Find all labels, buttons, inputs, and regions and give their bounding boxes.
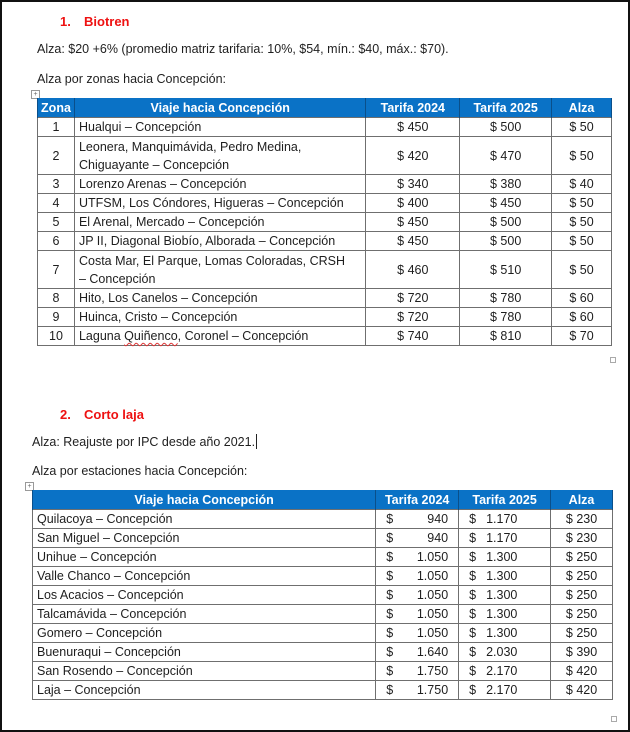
amount: 1.050 [416, 550, 449, 564]
amount: 1.750 [416, 664, 449, 678]
tarifa-2024-cell: $ 740 [366, 327, 460, 346]
text-cursor [256, 434, 257, 449]
amount: 940 [427, 531, 449, 545]
currency-symbol: $ [386, 645, 394, 659]
alza-cell: $ 50 [552, 118, 612, 137]
tarifa-2025-cell [459, 529, 551, 548]
tarifa-2024-cell: $ 450 [366, 232, 460, 251]
table-row [38, 118, 612, 137]
currency-symbol: $ [469, 588, 477, 602]
viaje-text: Laguna [78, 329, 125, 343]
alza-cell: $ 390 [551, 643, 613, 662]
zona-cell: 2 [38, 137, 75, 175]
viaje-line-2: Chiguayante – Concepción [78, 157, 230, 172]
viaje-cell [74, 327, 365, 346]
tarifa-2024-cell [376, 586, 459, 605]
viaje-cell: Lorenzo Arenas – Concepción [74, 175, 365, 194]
currency-symbol: $ [469, 569, 477, 583]
table-row [33, 548, 613, 567]
currency-symbol: $ [386, 569, 394, 583]
viaje-cell: Quilacoya – Concepción [33, 510, 376, 529]
viaje-line-1: Leonera, Manquimávida, Pedro Medina, [78, 139, 302, 154]
tarifa-2025-cell: $ 500 [460, 118, 552, 137]
currency-symbol: $ [386, 588, 394, 602]
viaje-cell: Laja – Concepción [33, 681, 376, 700]
table-header-row [33, 490, 613, 510]
table-row [38, 289, 612, 308]
table-resize-handle[interactable] [610, 357, 616, 363]
currency-symbol: $ [386, 512, 394, 526]
header-tarifa-2025: Tarifa 2025 [460, 98, 552, 118]
currency-symbol: $ [469, 664, 477, 678]
tarifa-2025-cell [459, 605, 551, 624]
header-tarifa-2024: Tarifa 2024 [366, 98, 460, 118]
section-2-heading [60, 407, 144, 422]
section-2-number: 2. [60, 407, 71, 422]
viaje-cell: El Arenal, Mercado – Concepción [74, 213, 365, 232]
spellcheck-flagged-word[interactable]: Quiñenco [124, 329, 178, 343]
amount: 2.030 [486, 645, 518, 659]
tarifa-2024-cell: $ 720 [366, 289, 460, 308]
alza-cell: $ 40 [552, 175, 612, 194]
tarifa-2025-cell [459, 548, 551, 567]
header-alza: Alza [552, 98, 612, 118]
amount: 940 [427, 512, 449, 526]
viaje-cell [74, 251, 365, 289]
table-header-row [38, 98, 612, 118]
viaje-cell [74, 137, 365, 175]
tarifa-2025-cell [459, 510, 551, 529]
table-row [33, 681, 613, 700]
alza-cell: $ 230 [551, 529, 613, 548]
table-row [33, 510, 613, 529]
table-move-handle-icon[interactable]: + [25, 482, 34, 491]
viaje-cell: UTFSM, Los Cóndores, Higueras – Concepción [74, 194, 365, 213]
viaje-text: , Coronel – Concepción [177, 329, 309, 343]
section-2-description [32, 434, 257, 449]
table-row [33, 662, 613, 681]
alza-cell: $ 50 [552, 213, 612, 232]
amount: 1.300 [486, 607, 518, 621]
tarifa-2025-cell [459, 586, 551, 605]
viaje-line-2: – Concepción [78, 271, 156, 286]
table-row [33, 567, 613, 586]
alza-cell: $ 250 [551, 586, 613, 605]
header-viaje: Viaje hacia Concepción [74, 98, 365, 118]
zona-cell: 5 [38, 213, 75, 232]
alza-cell: $ 50 [552, 194, 612, 213]
table-row [38, 213, 612, 232]
alza-cell: $ 60 [552, 289, 612, 308]
table-row [38, 232, 612, 251]
amount: 1.050 [416, 607, 449, 621]
table-move-handle-icon[interactable]: + [31, 90, 40, 99]
header-tarifa-2024: Tarifa 2024 [376, 490, 459, 510]
viaje-cell: Hito, Los Canelos – Concepción [74, 289, 365, 308]
viaje-cell: Unihue – Concepción [33, 548, 376, 567]
tarifa-2024-cell [376, 529, 459, 548]
alza-cell: $ 420 [551, 681, 613, 700]
zona-cell: 6 [38, 232, 75, 251]
table-row [33, 586, 613, 605]
amount: 1.050 [416, 626, 449, 640]
tarifa-2024-cell [376, 643, 459, 662]
zona-cell: 10 [38, 327, 75, 346]
viaje-cell: JP II, Diagonal Biobío, Alborada – Concepción [74, 232, 365, 251]
tarifa-2025-cell: $ 500 [460, 232, 552, 251]
currency-symbol: $ [469, 626, 477, 640]
currency-symbol: $ [469, 550, 477, 564]
header-alza: Alza [551, 490, 613, 510]
tarifa-2025-cell [459, 662, 551, 681]
currency-symbol: $ [469, 531, 477, 545]
table-row [38, 308, 612, 327]
amount: 1.050 [416, 588, 449, 602]
tarifa-2025-cell [459, 567, 551, 586]
table-row [38, 327, 612, 346]
table-row [38, 137, 612, 175]
currency-symbol: $ [386, 550, 394, 564]
amount: 1.170 [486, 531, 518, 545]
currency-symbol: $ [386, 683, 394, 697]
tarifa-2024-cell: $ 450 [366, 118, 460, 137]
currency-symbol: $ [469, 607, 477, 621]
section-2-subtitle: Alza por estaciones hacia Concepción: [32, 464, 248, 478]
table-row [38, 194, 612, 213]
alza-cell: $ 420 [551, 662, 613, 681]
alza-cell: $ 60 [552, 308, 612, 327]
tarifa-2024-cell [376, 510, 459, 529]
viaje-cell: Valle Chanco – Concepción [33, 567, 376, 586]
tarifa-2024-cell: $ 450 [366, 213, 460, 232]
section-2-description-text: Alza: Reajuste por IPC desde año 2021. [32, 435, 256, 449]
zona-cell: 7 [38, 251, 75, 289]
currency-symbol: $ [386, 626, 394, 640]
currency-symbol: $ [386, 531, 394, 545]
amount: 2.170 [486, 664, 518, 678]
tarifa-2024-cell: $ 340 [366, 175, 460, 194]
corto-laja-fare-table [32, 490, 613, 700]
section-2-title: Corto laja [84, 407, 144, 422]
amount: 1.300 [486, 569, 518, 583]
alza-cell: $ 230 [551, 510, 613, 529]
tarifa-2024-cell [376, 548, 459, 567]
tarifa-2025-cell: $ 510 [460, 251, 552, 289]
zona-cell: 1 [38, 118, 75, 137]
corto-laja-table-body [33, 510, 613, 700]
amount: 1.050 [416, 569, 449, 583]
section-1-title: Biotren [84, 14, 130, 29]
tarifa-2025-cell [459, 643, 551, 662]
currency-symbol: $ [469, 512, 477, 526]
table-resize-handle[interactable] [611, 716, 617, 722]
table-row [33, 529, 613, 548]
section-1-subtitle: Alza por zonas hacia Concepción: [37, 72, 227, 86]
tarifa-2024-cell [376, 681, 459, 700]
zona-cell: 9 [38, 308, 75, 327]
tarifa-2024-cell [376, 662, 459, 681]
alza-cell: $ 250 [551, 548, 613, 567]
viaje-cell: Los Acacios – Concepción [33, 586, 376, 605]
section-1-description: Alza: $20 +6% (promedio matriz tarifaria: 10%, $54, mín.: $40, máx.: $70). [37, 42, 449, 56]
amount: 1.750 [416, 683, 449, 697]
amount: 1.300 [486, 588, 518, 602]
alza-cell: $ 250 [551, 605, 613, 624]
amount: 2.170 [486, 683, 518, 697]
biotren-fare-table [37, 98, 612, 346]
viaje-cell: San Miguel – Concepción [33, 529, 376, 548]
alza-cell: $ 50 [552, 137, 612, 175]
zona-cell: 4 [38, 194, 75, 213]
tarifa-2025-cell: $ 380 [460, 175, 552, 194]
table-row [38, 251, 612, 289]
section-1-heading [60, 14, 130, 29]
alza-cell: $ 250 [551, 567, 613, 586]
alza-cell: $ 50 [552, 251, 612, 289]
amount: 1.300 [486, 626, 518, 640]
tarifa-2024-cell: $ 420 [366, 137, 460, 175]
currency-symbol: $ [469, 683, 477, 697]
currency-symbol: $ [469, 645, 477, 659]
amount: 1.300 [486, 550, 518, 564]
alza-cell: $ 70 [552, 327, 612, 346]
currency-symbol: $ [386, 607, 394, 621]
tarifa-2025-cell: $ 450 [460, 194, 552, 213]
zona-cell: 8 [38, 289, 75, 308]
amount: 1.640 [416, 645, 449, 659]
tarifa-2024-cell [376, 624, 459, 643]
viaje-cell: Gomero – Concepción [33, 624, 376, 643]
table-row [33, 624, 613, 643]
viaje-cell: San Rosendo – Concepción [33, 662, 376, 681]
section-1-number: 1. [60, 14, 71, 29]
alza-cell: $ 250 [551, 624, 613, 643]
tarifa-2024-cell [376, 567, 459, 586]
tarifa-2024-cell [376, 605, 459, 624]
tarifa-2025-cell: $ 780 [460, 289, 552, 308]
viaje-line-1: Costa Mar, El Parque, Lomas Coloradas, CRSH [78, 253, 346, 268]
header-zona: Zona [38, 98, 75, 118]
tarifa-2025-cell [459, 624, 551, 643]
header-viaje: Viaje hacia Concepción [33, 490, 376, 510]
tarifa-2025-cell: $ 500 [460, 213, 552, 232]
tarifa-2025-cell: $ 470 [460, 137, 552, 175]
viaje-cell: Huinca, Cristo – Concepción [74, 308, 365, 327]
tarifa-2024-cell: $ 460 [366, 251, 460, 289]
table-row [33, 605, 613, 624]
amount: 1.170 [486, 512, 518, 526]
table-row [33, 643, 613, 662]
tarifa-2025-cell [459, 681, 551, 700]
viaje-cell: Buenuraqui – Concepción [33, 643, 376, 662]
viaje-cell: Talcamávida – Concepción [33, 605, 376, 624]
alza-cell: $ 50 [552, 232, 612, 251]
currency-symbol: $ [386, 664, 394, 678]
tarifa-2024-cell: $ 400 [366, 194, 460, 213]
tarifa-2024-cell: $ 720 [366, 308, 460, 327]
table-row [38, 175, 612, 194]
tarifa-2025-cell: $ 810 [460, 327, 552, 346]
zona-cell: 3 [38, 175, 75, 194]
viaje-cell: Hualqui – Concepción [74, 118, 365, 137]
header-tarifa-2025: Tarifa 2025 [459, 490, 551, 510]
tarifa-2025-cell: $ 780 [460, 308, 552, 327]
